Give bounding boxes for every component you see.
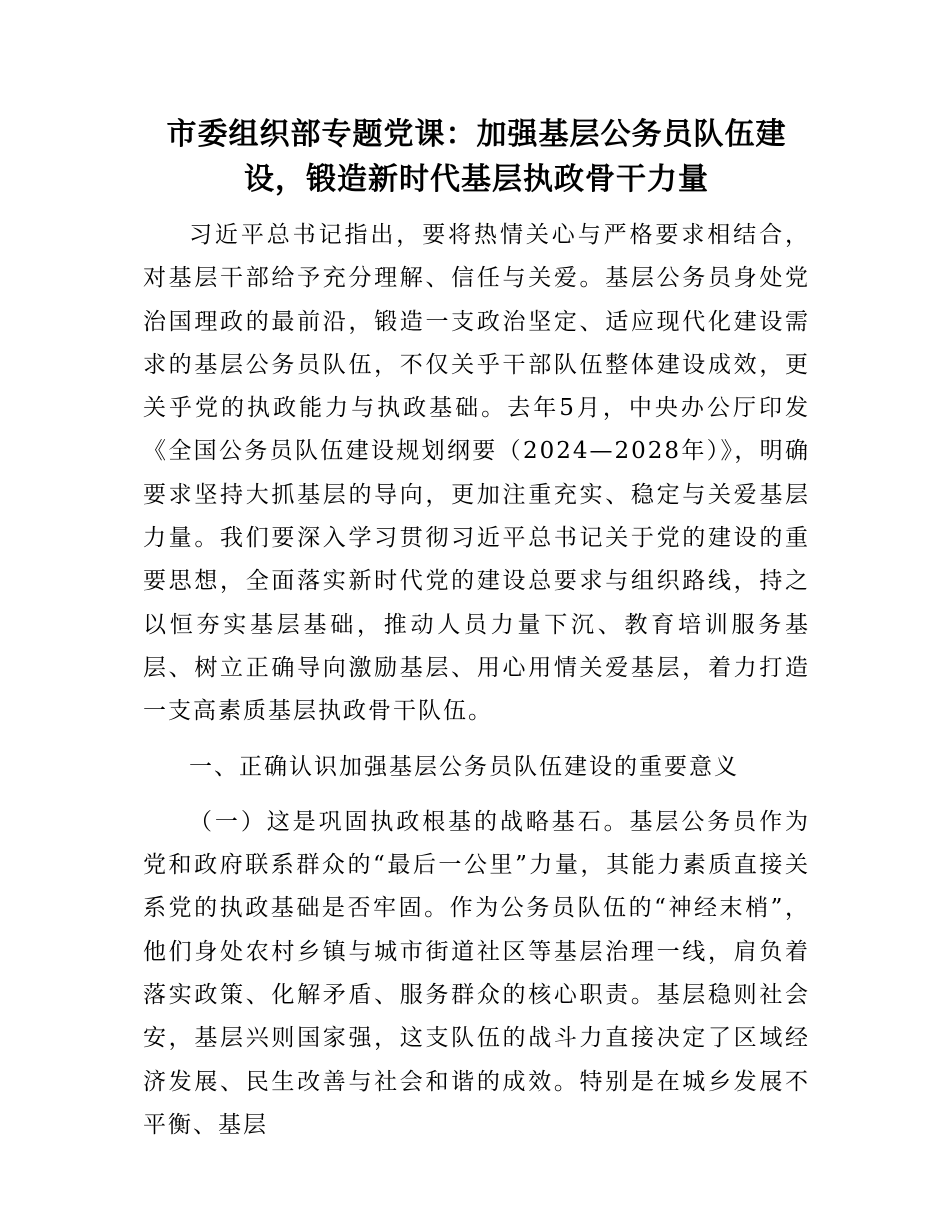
title-line-1: 市委组织部专题党课：加强基层公务员队伍建 [166, 117, 787, 152]
intro-paragraph: 习近平总书记指出，要将热情关心与严格要求相结合，对基层干部给予充分理解、信任与关爱。基层公务员身处党治国理政的最前沿，锻造一支政治坚定、适应现代化建设需求的基层公务员队伍，不仅关乎干部队伍整体建设成效，更关乎党的执政能力与执政基础。去年5月，中央办公厅印发《全国公务员队伍建设规划纲要（2024—2028年）》，明确要求坚持大抓基层的导向，更加注重充实、稳定与关爱基层力量。我们要深入学习贯彻习近平总书记关于党的建设的重要思想，全面落实新时代党的建设总要求与组织路线，持之以恒夯实基层基础，推动人员力量下沉、教育培训服务基层、树立正确导向激励基层、用心用情关爱基层，着力打造一支高素质基层执政骨干队伍。 [143, 222, 810, 725]
document-title [143, 112, 810, 202]
title-line-2: 设，锻造新时代基层执政骨干力量 [244, 162, 709, 197]
document-body [143, 112, 810, 1147]
section-heading: 一、正确认识加强基层公务员队伍建设的重要意义 [189, 753, 739, 780]
section-paragraph: （一）这是巩固执政根基的战略基石。基层公务员作为党和政府联系群众的“最后一公里”力量，其能力素质直接关系党的执政基础是否牢固。作为公务员队伍的“神经末梢”，他们身处农村乡镇与城市街道社区等基层治理一线，肩负着落实政策、化解矛盾、服务群众的核心职责。基层稳则社会安，基层兴则国家强，这支队伍的战斗力直接决定了区域经济发展、民生改善与社会和谐的成效。特别是在城乡发展不平衡、基层 [143, 808, 810, 1138]
